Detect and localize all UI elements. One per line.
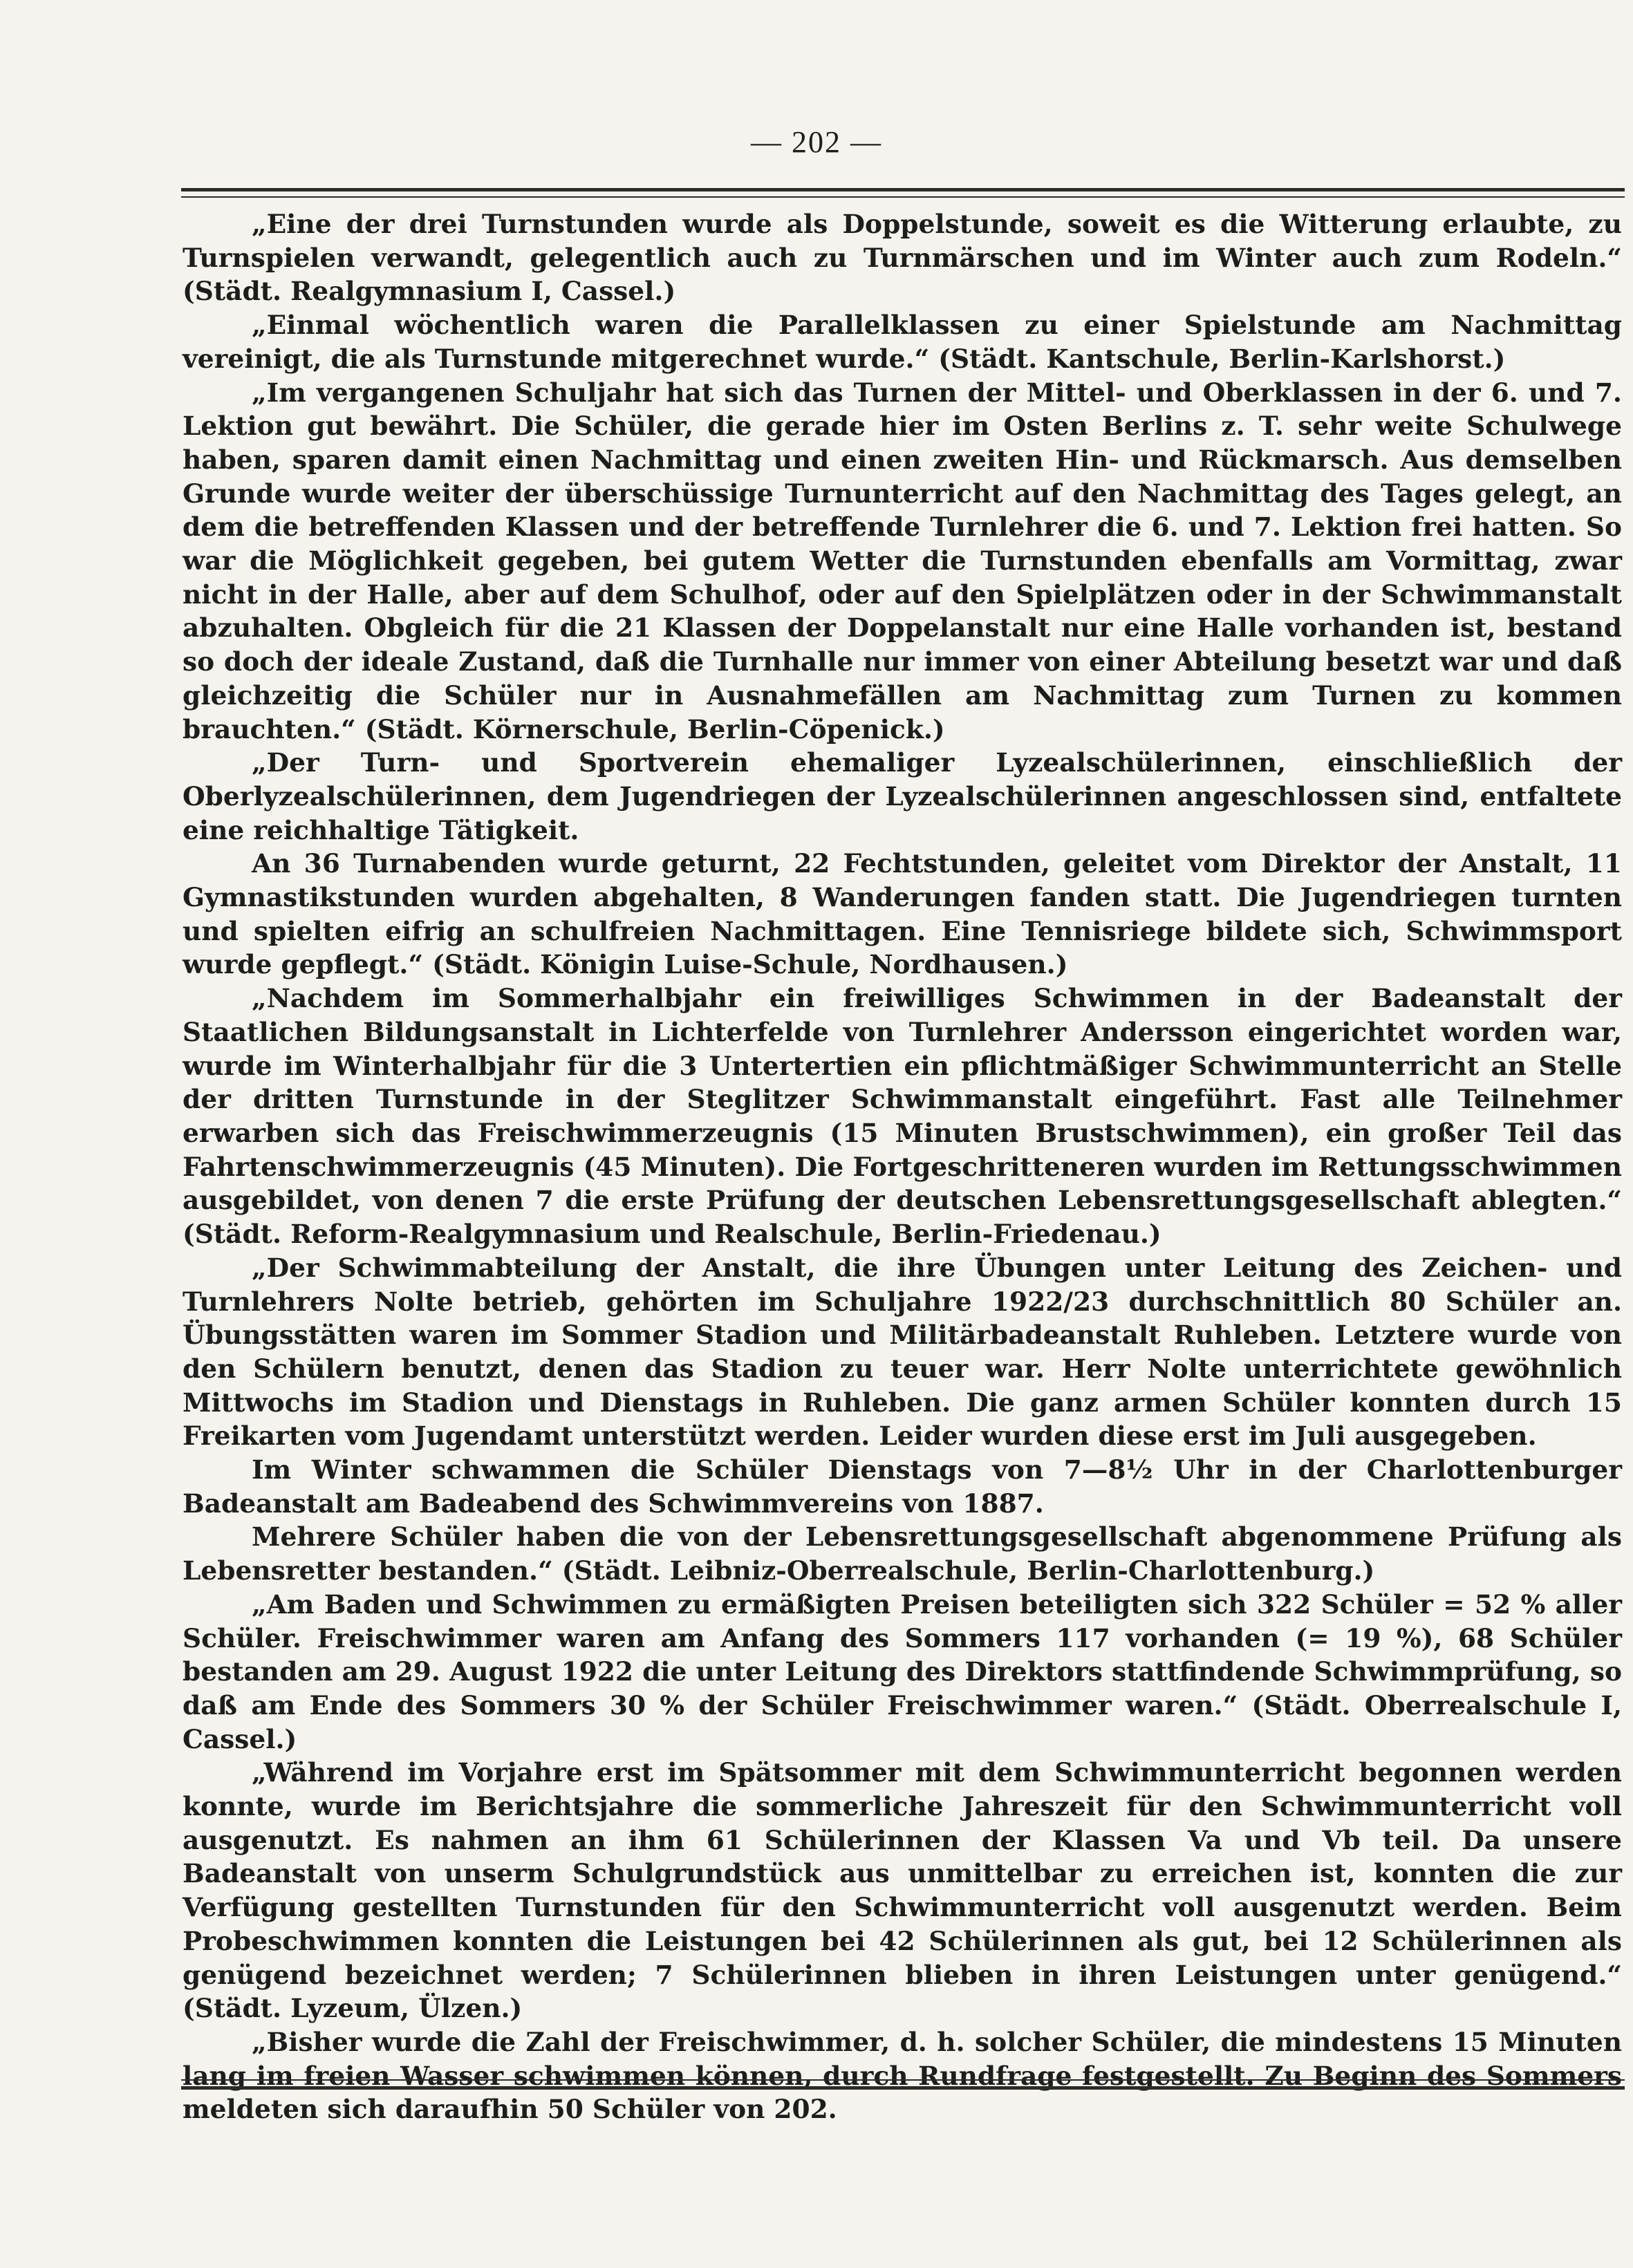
paragraph: „Nachdem im Sommerhalbjahr ein freiwilliges Schwimmen in der Badeanstalt der Staatlichen Bildungsanstalt in Lichterfelde von Turnlehrer Andersson eingerichtet worden war, wurde im Winterhalbjahr für die 3 Untertertien ein pflichtmäßiger Schwimmunterricht an Stelle der dritten Turnstunde in der Steglitzer Schwimmanstalt eingeführt. Fast alle Teilnehmer erwarben sich das Freischwimmerzeugnis (15 Minuten Brustschwimmen), ein großer Teil das Fahrtenschwimmerzeugnis (45 Minuten). Die Fortgeschritteneren wurden im Rettungsschwimmen ausgebildet, von denen 7 die erste Prüfung der deutschen Lebensrettungsgesellschaft ablegten.“ (Städt. Reform-Realgymnasium und Realschule, Berlin-Friedenau.) [183, 983, 1622, 1250]
footer-rule-thin [181, 2079, 1625, 2081]
body-text [183, 207, 1622, 2126]
paragraph: Im Winter schwammen die Schüler Dienstags von 7—8½ Uhr in der Charlottenburger Badeanstalt am Badeabend des Schwimmvereins von 1887. [183, 1454, 1622, 1519]
header-rule-thick [181, 188, 1625, 191]
paragraph: „Eine der drei Turnstunden wurde als Doppelstunde, soweit es die Witterung erlaubte, zu Turnspielen verwandt, gelegentlich auch zu Turnmärschen und im Winter auch zum Rodeln.“ (Städt. Realgymnasium I, Cassel.) [183, 209, 1622, 307]
paragraph: „Der Schwimmabteilung der Anstalt, die ihre Übungen unter Leitung des Zeichen- und Turnlehrers Nolte betrieb, gehörten im Schuljahre 1922/23 durchschnittlich 80 Schüler an. Übungsstätten waren im Sommer Stadion und Militärbadeanstalt Ruhleben. Letztere wurde von den Schülern benutzt, denen das Stadion zu teuer war. Herr Nolte unterrichtete gewöhnlich Mittwochs im Stadion und Dienstags in Ruhleben. Die ganz armen Schüler konnten durch 15 Freikarten vom Jugendamt unterstützt werden. Leider wurden diese erst im Juli ausgegeben. [183, 1252, 1622, 1452]
paragraph: „Im vergangenen Schuljahr hat sich das Turnen der Mittel- und Oberklassen in der 6. und 7. Lektion gut bewährt. Die Schüler, die gerade hier im Osten Berlins z. T. sehr weite Schulwege haben, sparen damit einen Nachmittag und einen zweiten Hin- und Rückmarsch. Aus demselben Grunde wurde weiter der überschüssige Turnunterricht auf den Nachmittag des Tages gelegt, an dem die betreffenden Klassen und der betreffende Turnlehrer die 6. und 7. Lektion frei hatten. So war die Möglichkeit gegeben, bei gutem Wetter die Turnstunden ebenfalls am Vormittag, zwar nicht in der Halle, aber auf dem Schulhof, oder auf den Spielplätzen oder in der Schwimmanstalt abzuhalten. Obgleich für die 21 Klassen der Doppelanstalt nur eine Halle vorhanden ist, bestand so doch der ideale Zustand, daß die Turnhalle nur immer von einer Abteilung besetzt war und daß gleichzeitig die Schüler nur in Ausnahmefällen am Nachmittag zum Turnen zu kommen brauchten.“ (Städt. Körnerschule, Berlin-Cöpenick.) [183, 377, 1622, 744]
header-rule-thin [181, 196, 1625, 198]
paragraph: „Während im Vorjahre erst im Spätsommer mit dem Schwimmunterricht begonnen werden konnte, wurde im Berichtsjahre die sommerliche Jahreszeit für den Schwimmunterricht voll ausgenutzt. Es nahmen an ihm 61 Schülerinnen der Klassen Va und Vb teil. Da unsere Badeanstalt von unserm Schulgrundstück aus unmittelbar zu erreichen ist, konnten die zur Verfügung gestellten Turnstunden für den Schwimmunterricht voll ausgenutzt werden. Beim Probeschwimmen konnten die Leistungen bei 42 Schülerinnen als gut, bei 12 Schülerinnen als genügend bezeichnet werden; 7 Schülerinnen blieben in ihren Leistungen unter genügend.“ (Städt. Lyzeum, Ülzen.) [183, 1757, 1622, 2024]
paragraph: „Bisher wurde die Zahl der Freischwimmer, d. h. solcher Schüler, die mindestens 15 Minuten lang im freien Wasser schwimmen können, durch Rundfrage festgestellt. Zu Beginn des Sommers meldeten sich daraufhin 50 Schüler von 202. [183, 2026, 1622, 2125]
paragraph: Mehrere Schüler haben die von der Lebensrettungsgesellschaft abgenommene Prüfung als Lebensretter bestanden.“ (Städt. Leibniz-Oberrealschule, Berlin-Charlottenburg.) [183, 1521, 1622, 1586]
paragraph: „Der Turn- und Sportverein ehemaliger Lyzealschülerinnen, einschließlich der Oberlyzealschülerinnen, dem Jugendriegen der Lyzealschülerinnen angeschlossen sind, entfaltete eine reichhaltige Tätigkeit. [183, 747, 1622, 845]
paragraph: An 36 Turnabenden wurde geturnt, 22 Fechtstunden, geleitet vom Direktor der Anstalt, 11 Gymnastikstunden wurden abgehalten, 8 Wanderungen fanden statt. Die Jugendriegen turnten und spielten eifrig an schulfreien Nachmittagen. Eine Tennisriege bildete sich, Schwimmsport wurde gepflegt.“ (Städt. Königin Luise-Schule, Nordhausen.) [183, 848, 1622, 980]
paragraph: „Am Baden und Schwimmen zu ermäßigten Preisen beteiligten sich 322 Schüler = 52 % aller Schüler. Freischwimmer waren am Anfang des Sommers 117 vorhanden (= 19 %), 68 Schüler bestanden am 29. August 1922 die unter Leitung des Direktors stattfindende Schwimmprüfung, so daß am Ende des Sommers 30 % der Schüler Freischwimmer waren.“ (Städt. Oberrealschule I, Cassel.) [183, 1588, 1622, 1754]
page-number: — 202 — [751, 125, 882, 159]
paragraph: „Einmal wöchentlich waren die Parallelklassen zu einer Spielstunde am Nachmittag vereinigt, die als Turnstunde mitgerechnet wurde.“ (Städt. Kantschule, Berlin-Karlshorst.) [183, 310, 1622, 374]
footer-rule-thick [181, 2086, 1625, 2090]
